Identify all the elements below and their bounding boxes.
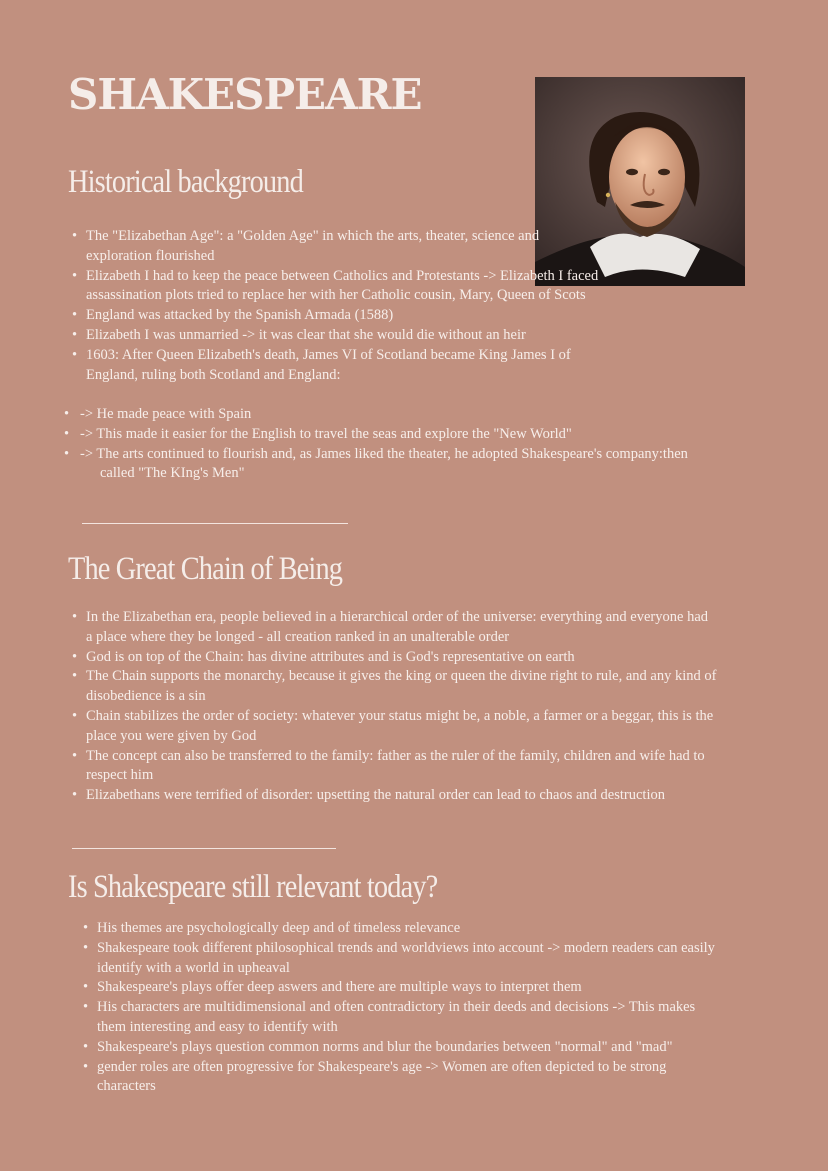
list-item: • gender roles are often progressive for Shakespeare's age -> Women are often depicted to be strong characters	[79, 1058, 719, 1098]
list-item: • The Chain supports the monarchy, because it gives the king or queen the divine right to rule, and any kind of disobedience is a sin	[68, 667, 718, 707]
list-item: • Elizabeth I had to keep the peace between Catholics and Protestants -> Elizabeth I faced assassination plots tried to replace her with her Catholic cousin, Mary, Queen of Scots	[68, 267, 606, 307]
section-divider	[72, 848, 336, 849]
list-item: • His characters are multidimensional and often contradictory in their deeds and decisions -> This makes them interesting and easy to identify with	[79, 998, 719, 1038]
list-item: • In the Elizabethan era, people believed in a hierarchical order of the universe: everything and everyone had a place where they be longed - all creation ranked in an unalterable order	[68, 608, 718, 648]
relevance-list	[79, 919, 719, 1097]
list-item: • God is on top of the Chain: has divine attributes and is God's representative on earth	[68, 648, 718, 668]
sub-list-item: • -> This made it easier for the English to travel the seas and explore the "New World"	[80, 425, 720, 445]
list-item: • Elizabeth I was unmarried -> it was clear that she would die without an heir	[68, 326, 606, 346]
list-item: • The "Elizabethan Age": a "Golden Age" in which the arts, theater, science and exploration flourished	[68, 227, 606, 267]
list-item: • Shakespeare's plays question common norms and blur the boundaries between "normal" and "mad"	[79, 1038, 719, 1058]
historical-sub-list	[80, 405, 720, 484]
historical-list	[68, 227, 606, 385]
list-item: • Chain stabilizes the order of society: whatever your status might be, a noble, a farmer or a beggar, this is the place you were given by God	[68, 707, 718, 747]
chain-list	[68, 608, 718, 806]
sub-list-item: • -> He made peace with Spain	[80, 405, 720, 425]
list-item: • England was attacked by the Spanish Armada (1588)	[68, 306, 606, 326]
section-heading-chain: The Great Chain of Being	[68, 551, 343, 587]
section-divider	[82, 523, 348, 524]
list-item: • Elizabethans were terrified of disorder: upsetting the natural order can lead to chaos and destruction	[68, 786, 718, 806]
list-item: • 1603: After Queen Elizabeth's death, James VI of Scotland became King James I of England, ruling both Scotland and England:	[68, 346, 606, 386]
section-heading-historical: Historical background	[68, 164, 303, 200]
list-item: • The concept can also be transferred to the family: father as the ruler of the family, children and wife had to respect him	[68, 747, 718, 787]
list-item: • Shakespeare's plays offer deep aswers and there are multiple ways to interpret them	[79, 978, 719, 998]
sub-list-item: • -> The arts continued to flourish and, as James liked the theater, he adopted Shakespeare's company:then called "The KIng's Men"	[80, 445, 720, 485]
list-item: • His themes are psychologically deep and of timeless relevance	[79, 919, 719, 939]
section-heading-relevance: Is Shakespeare still relevant today?	[68, 869, 438, 905]
page-title: SHAKESPEARE	[68, 70, 422, 119]
list-item: • Shakespeare took different philosophical trends and worldviews into account -> modern readers can easily identify with a world in upheaval	[79, 939, 719, 979]
